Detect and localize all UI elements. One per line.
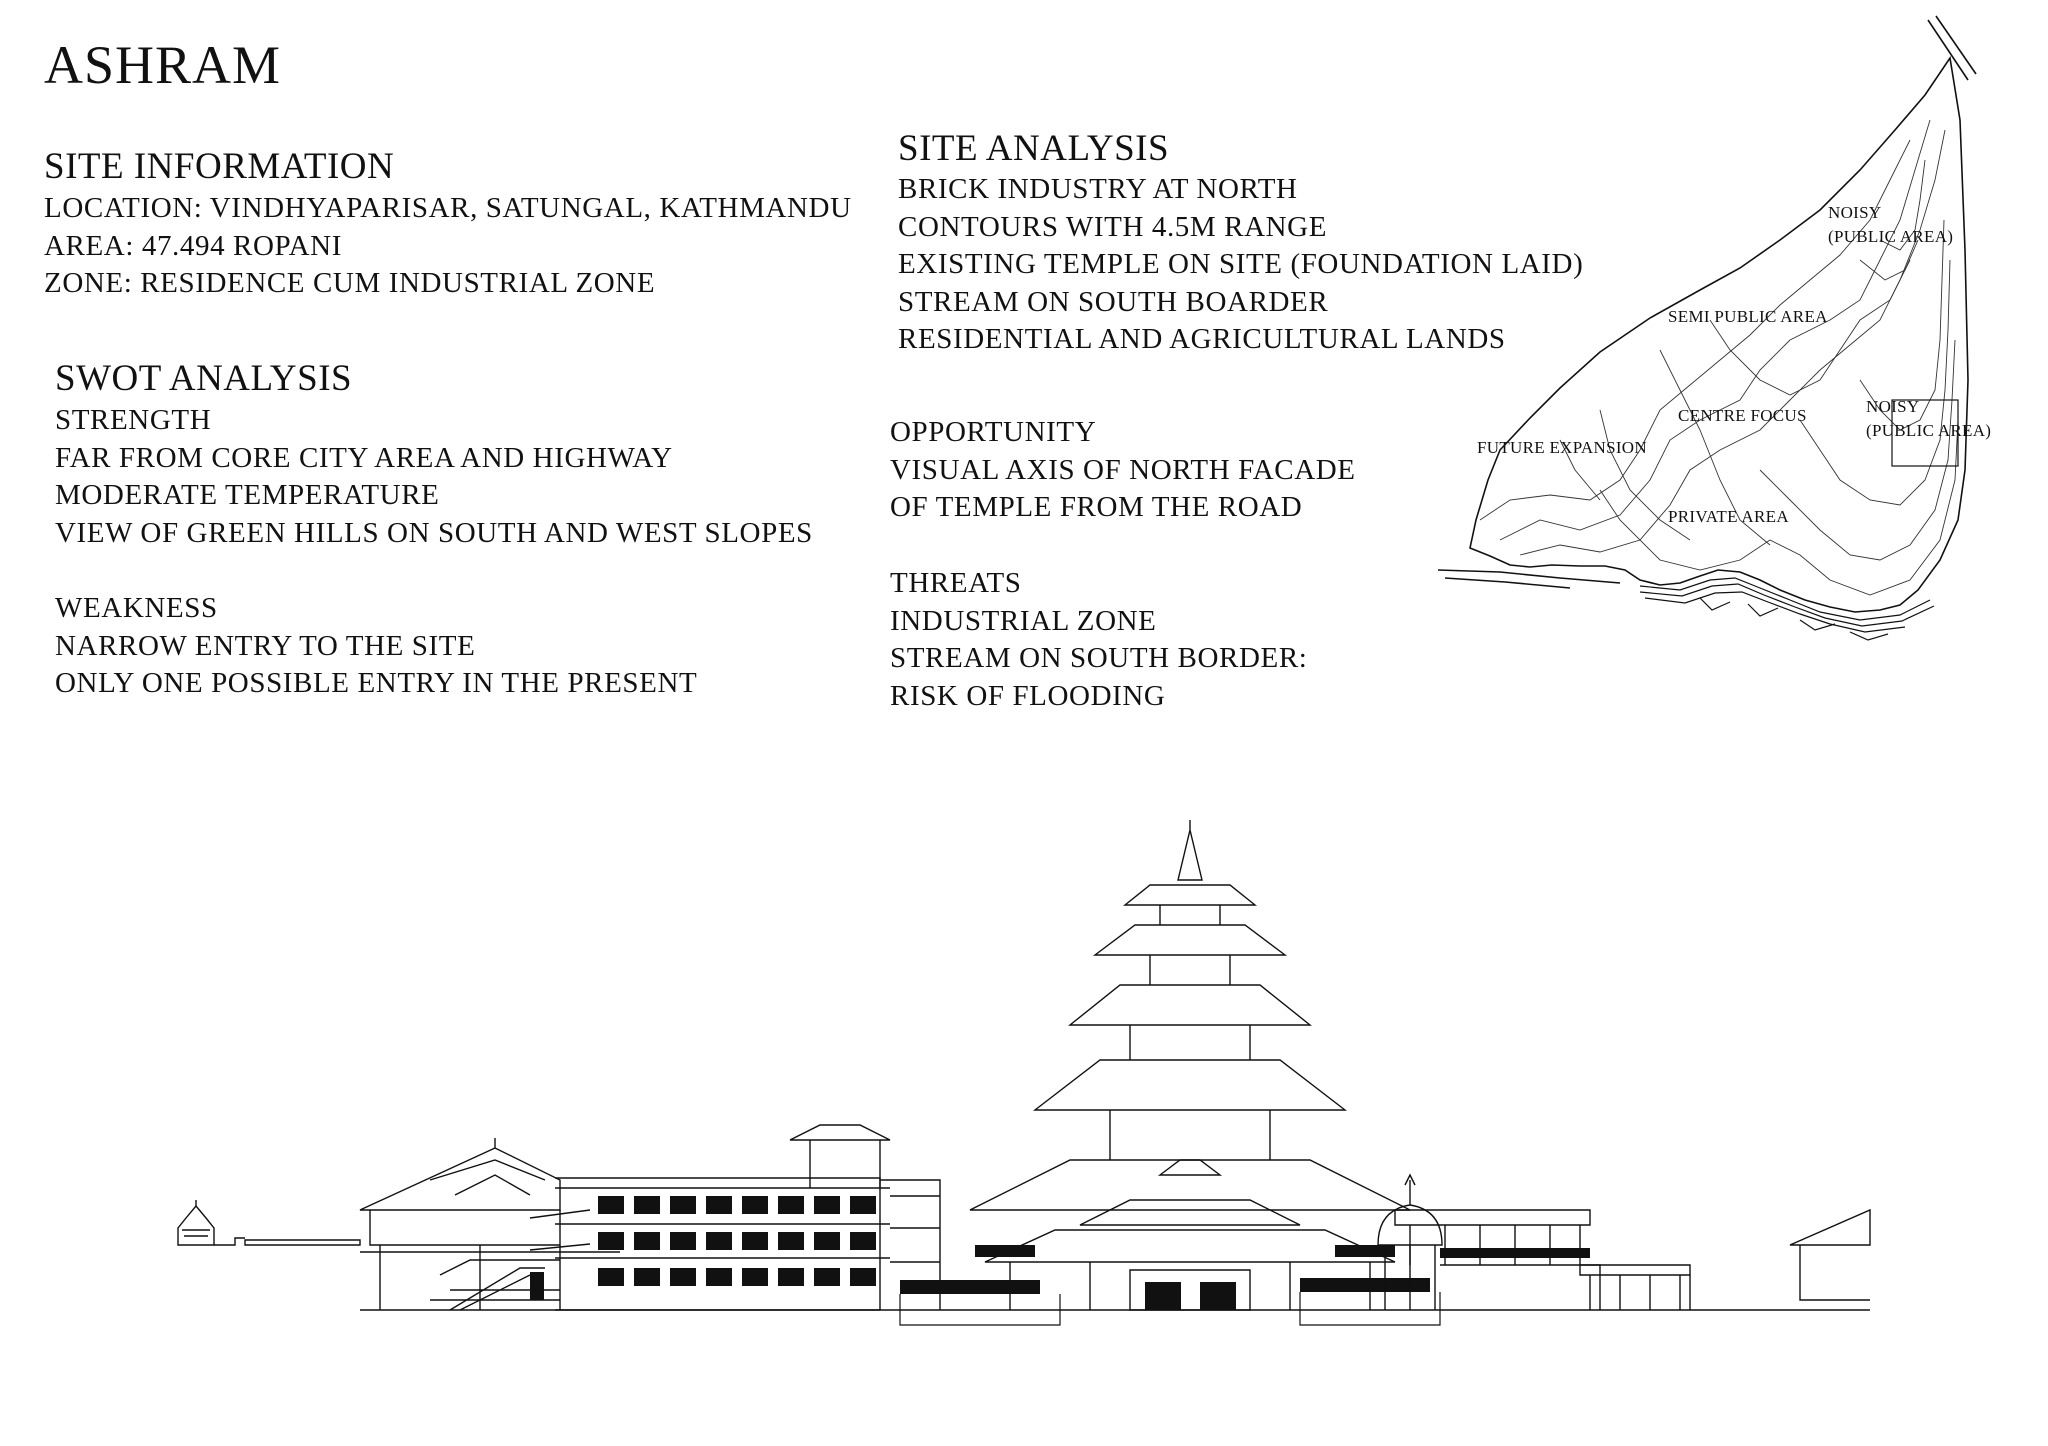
weakness-label: WEAKNESS <box>55 592 218 624</box>
opportunity-label: OPPORTUNITY <box>890 416 1097 448</box>
strength-item: VIEW OF GREEN HILLS ON SOUTH AND WEST SLOPES <box>55 516 813 549</box>
strength-list <box>55 402 813 552</box>
site-analysis-item: RESIDENTIAL AND AGRICULTURAL LANDS <box>898 323 1506 355</box>
contour-line <box>1660 350 1770 545</box>
contour-line <box>1520 130 1945 555</box>
map-stream <box>1645 592 1905 632</box>
contour-line <box>1600 410 1690 540</box>
map-marker-box <box>1892 400 1958 466</box>
opportunity-list <box>890 414 1356 527</box>
zone-line: ZONE: RESIDENCE CUM INDUSTRIAL ZONE <box>44 267 656 299</box>
threats-label: THREATS <box>890 567 1022 599</box>
map-label-noisy-north: NOISY <box>1828 203 1882 222</box>
map-label-centre-focus: CENTRE FOCUS <box>1678 406 1807 425</box>
pavilion-shading <box>1440 1248 1590 1258</box>
site-analysis-item: EXISTING TEMPLE ON SITE (FOUNDATION LAID) <box>898 248 1584 280</box>
map-stream-bank <box>1700 598 1888 640</box>
map-access-line <box>1445 578 1570 588</box>
hostel-windows <box>530 1196 876 1300</box>
central-hall <box>985 1160 1395 1310</box>
left-small-shrine <box>178 1200 360 1245</box>
site-analysis-item: CONTOURS WITH 4.5M RANGE <box>898 210 1328 243</box>
page-title: ASHRAM <box>44 35 282 95</box>
site-information-heading: SITE INFORMATION <box>44 146 395 187</box>
weakness-list <box>55 590 697 703</box>
stair-line <box>460 1275 530 1310</box>
contour-line <box>1560 440 1600 500</box>
opportunity-item: OF TEMPLE FROM THE ROAD <box>890 491 1303 523</box>
location-line: LOCATION: VINDHYAPARISAR, SATUNGAL, KATHMANDU <box>44 192 852 224</box>
weakness-item: ONLY ONE POSSIBLE ENTRY IN THE PRESENT <box>55 667 698 699</box>
site-information-list <box>44 190 852 303</box>
threats-list <box>890 565 1307 715</box>
map-label-semi-public: SEMI PUBLIC AREA <box>1668 307 1828 326</box>
contour-line <box>1800 260 1950 505</box>
basement-outline <box>1300 1292 1440 1325</box>
area-line: AREA: 47.494 ROPANI <box>44 229 342 262</box>
central-hall-fills <box>900 1245 1430 1310</box>
right-pavilion <box>1395 1210 1690 1310</box>
map-stream <box>1640 584 1934 626</box>
threats-item: STREAM ON SOUTH BORDER: <box>890 642 1308 674</box>
site-analysis-item: STREAM ON SOUTH BOARDER <box>898 285 1329 318</box>
map-label-future-expansion: FUTURE EXPANSION <box>1477 438 1647 457</box>
map-label-public-east: (PUBLIC AREA) <box>1866 421 1992 440</box>
site-analysis-list <box>898 171 1583 359</box>
contour-line <box>1860 240 1918 280</box>
pagoda-temple <box>970 820 1410 1210</box>
stair-line <box>450 1268 545 1310</box>
map-stream <box>1640 578 1930 620</box>
contour-line <box>1860 220 1944 430</box>
map-label-noisy-east: NOISY <box>1866 397 1920 416</box>
strength-label: STRENGTH <box>55 404 212 436</box>
opportunity-item: VISUAL AXIS OF NORTH FACADE <box>890 453 1356 486</box>
strength-item: MODERATE TEMPERATURE <box>55 479 440 511</box>
threats-item: RISK OF FLOODING <box>890 679 1166 712</box>
strength-item: FAR FROM CORE CITY AREA AND HIGHWAY <box>55 441 673 474</box>
map-road-line <box>1936 16 1976 74</box>
site-analysis-heading: SITE ANALYSIS <box>898 128 1170 169</box>
dome-shrine <box>1378 1175 1442 1310</box>
contour-line <box>1710 260 1910 395</box>
site-analysis-item: BRICK INDUSTRY AT NORTH <box>898 173 1298 205</box>
weakness-item: NARROW ENTRY TO THE SITE <box>55 629 476 662</box>
map-label-public-north: (PUBLIC AREA) <box>1828 227 1954 246</box>
threats-item: INDUSTRIAL ZONE <box>890 604 1157 637</box>
contour-line <box>1880 160 1925 250</box>
map-access-line <box>1438 570 1620 583</box>
map-road-line <box>1928 20 1968 80</box>
right-gable-house <box>1790 1210 1870 1300</box>
hostel-block <box>530 1125 940 1310</box>
conical-roof-hall <box>360 1138 560 1310</box>
contour-line <box>1600 420 1958 595</box>
basement-outline <box>900 1294 1060 1325</box>
contour-line <box>1760 340 1955 560</box>
map-label-private-area: PRIVATE AREA <box>1668 507 1789 526</box>
swot-heading: SWOT ANALYSIS <box>55 358 353 399</box>
